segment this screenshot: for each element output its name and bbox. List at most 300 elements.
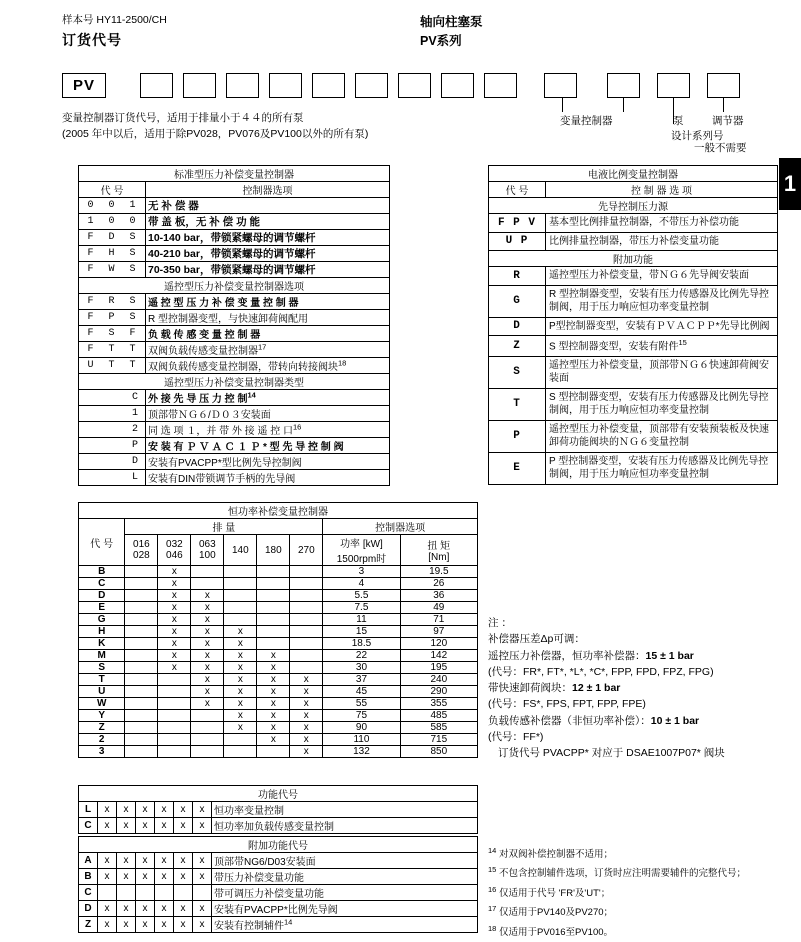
add-row-mark: x [155, 869, 174, 885]
notes-line-2-value: 15 ± 1 bar [645, 649, 694, 662]
code-box-5[interactable] [312, 73, 345, 98]
std-sub2-text: 同 选 项 １，并 带 外 接 遥 控 口$^{16}$ [146, 422, 390, 438]
std-sub1-text: 双阀负载传感变量控制器$^{17}$ [146, 342, 390, 358]
std-head-code: 代 号 [79, 182, 146, 198]
code-box-8[interactable] [441, 73, 474, 98]
add-title: 附加功能代号 [79, 837, 478, 853]
notes-line-6 [488, 713, 788, 729]
additional-function-table [78, 836, 478, 933]
add-row-text: 安装有PVACPP*比例先导阀 [212, 901, 478, 917]
power-row-code: 2 [79, 734, 125, 746]
std-row-text: 40-210 bar，带锁紧螺母的调节螺杆 [146, 246, 390, 262]
std-row-code: 0 0 1 [79, 198, 146, 214]
code-box-10[interactable] [544, 73, 577, 98]
ep-row-code: P [489, 420, 546, 452]
ep-row-text: 遥控型压力补偿变量，带ＮＧ６先导阀安装面 [546, 267, 778, 286]
power-disp-col: 180 [257, 535, 290, 566]
power-row-mark [290, 578, 323, 590]
code-box-11[interactable] [607, 73, 640, 98]
power-row-code: T [79, 674, 125, 686]
power-row-mark [125, 662, 158, 674]
power-row [79, 746, 478, 758]
label-pump: 泵 [673, 115, 684, 127]
connector-adjust [723, 98, 724, 112]
std-sub2-code: 1 [79, 406, 146, 422]
add-row [79, 917, 478, 933]
power-row-mark [257, 566, 290, 578]
notes-line-6-value: 10 ± 1 bar [650, 714, 700, 727]
func-row-mark: x [174, 802, 193, 818]
std-sub2-row [79, 438, 390, 454]
add-row-mark: x [117, 901, 136, 917]
power-row-kw: 30 [323, 662, 400, 674]
power-row-mark [158, 710, 191, 722]
add-row-mark: x [193, 917, 212, 933]
codebar-note-1: 变量控制器订货代号，适用于排量小于４４的所有泵 [62, 112, 304, 124]
ep-row-text: S 型控制器变型，安装有压力传感器及比例先导控制阀，用于压力响应恒功率变量控制 [546, 388, 778, 420]
ep-row-code: E [489, 452, 546, 484]
power-row-kw: 110 [323, 734, 400, 746]
std-sub1-text: 遥 控 型 压 力 补 偿 变 量 控 制 器 [146, 294, 390, 310]
add-row-code: Z [79, 917, 98, 933]
power-disp-col: 063 100 [191, 535, 224, 566]
power-row-nm: 585 [400, 722, 477, 734]
power-row-mark [191, 710, 224, 722]
code-box-12[interactable] [657, 73, 690, 98]
label-series: 设计系列号 [671, 130, 724, 142]
add-row-mark: x [117, 869, 136, 885]
power-row-mark: x [158, 614, 191, 626]
add-row-mark: x [98, 853, 117, 869]
std-row [79, 246, 390, 262]
power-row-code: W [79, 698, 125, 710]
connector-controller [562, 98, 563, 112]
power-row-mark: x [224, 710, 257, 722]
std-sub2-row [79, 390, 390, 406]
code-box-7[interactable] [398, 73, 431, 98]
ep-row-text: R 型控制器变型，安装有压力传感器及比例先导控制阀，用于压力响应恒功率变量控制 [546, 285, 778, 317]
std-sub1-text: R 型控制器变型，与快速卸荷阀配用 [146, 310, 390, 326]
code-box-1[interactable] [140, 73, 173, 98]
power-row-mark [125, 590, 158, 602]
power-row-mark [125, 650, 158, 662]
power-row-mark [290, 626, 323, 638]
power-row-kw: 11 [323, 614, 400, 626]
power-row-mark: x [257, 662, 290, 674]
power-row-mark [158, 686, 191, 698]
add-row-mark: x [117, 917, 136, 933]
add-row-mark [136, 885, 155, 901]
code-box-6[interactable] [355, 73, 388, 98]
power-row-mark: x [158, 602, 191, 614]
power-row [79, 566, 478, 578]
power-row-kw: 7.5 [323, 602, 400, 614]
power-row-mark: x [290, 734, 323, 746]
std-row-text: 70-350 bar，带锁紧螺母的调节螺杆 [146, 262, 390, 278]
func-row-mark: x [98, 818, 117, 834]
power-row-mark [290, 662, 323, 674]
std-row-text: 10-140 bar，带锁紧螺母的调节螺杆 [146, 230, 390, 246]
ep-row [489, 214, 778, 233]
power-head-displacement: 排 量 [125, 519, 323, 535]
notes-line-4-text: 带快速卸荷阀块： [488, 682, 572, 695]
std-sub2-row [79, 422, 390, 438]
power-row-mark [158, 722, 191, 734]
power-row-mark [290, 650, 323, 662]
page-title: 订货代号 [62, 32, 122, 48]
power-row-mark [224, 734, 257, 746]
std-row-code: F W S [79, 262, 146, 278]
power-row-mark: x [224, 626, 257, 638]
power-row-nm: 240 [400, 674, 477, 686]
power-row-kw: 45 [323, 686, 400, 698]
ep-row-code: Z [489, 336, 546, 357]
power-row-mark: x [257, 674, 290, 686]
func-row-text: 恒功率变量控制 [212, 802, 478, 818]
power-row [79, 734, 478, 746]
power-row-mark: x [224, 686, 257, 698]
notes-line-8: 订货代号 PVACPP* 对应于 DSAE1007P07* 阀块 [498, 747, 725, 760]
footnote-item: $^{14}$ 对双阀补偿控制器不适用； [488, 846, 613, 861]
ep-row-text: S 型控制器变型，安装有附件$^{15}$ [546, 336, 778, 357]
func-row-mark: x [193, 802, 212, 818]
add-row-mark [117, 885, 136, 901]
power-row [79, 674, 478, 686]
add-row-mark: x [136, 917, 155, 933]
power-row-nm: 120 [400, 638, 477, 650]
std-row [79, 198, 390, 214]
power-row-mark [257, 578, 290, 590]
footnotes-block [488, 845, 793, 942]
notes-line-2 [488, 648, 788, 664]
power-row-nm: 97 [400, 626, 477, 638]
power-row-mark: x [224, 722, 257, 734]
power-row-kw: 132 [323, 746, 400, 758]
power-row-code: Z [79, 722, 125, 734]
add-row-mark [193, 885, 212, 901]
notes-line-4 [488, 680, 788, 696]
std-sub2-code: P [79, 438, 146, 454]
std-sub1-text: 双阀负载传感变量控制器，带转向转接阀块$^{18}$ [146, 358, 390, 374]
func-title: 功能代号 [79, 786, 478, 802]
power-row-mark [224, 590, 257, 602]
std-row-text: 带 盖 板，无 补 偿 功 能 [146, 214, 390, 230]
std-sub1-row [79, 310, 390, 326]
std-sub1-code: F T T [79, 342, 146, 358]
power-row-mark [224, 578, 257, 590]
power-row [79, 614, 478, 626]
std-sub2-text: 外 接 先 导 压 力 控 制$^{14}$ [146, 390, 390, 406]
power-row [79, 686, 478, 698]
add-row-code: D [79, 901, 98, 917]
std-row-code: F D S [79, 230, 146, 246]
power-row-mark: x [290, 722, 323, 734]
power-row-mark: x [191, 698, 224, 710]
power-row-kw: 37 [323, 674, 400, 686]
power-row-nm: 850 [400, 746, 477, 758]
ep-row-code: S [489, 356, 546, 388]
std-row-code: 1 0 0 [79, 214, 146, 230]
add-row-mark: x [98, 901, 117, 917]
ep-row-text: 基本型比例排量控制器，不带压力补偿功能 [546, 214, 778, 233]
power-row [79, 722, 478, 734]
add-row-mark: x [98, 869, 117, 885]
add-row-mark [155, 885, 174, 901]
power-row-code: G [79, 614, 125, 626]
power-row-code: S [79, 662, 125, 674]
add-row-mark: x [98, 917, 117, 933]
add-row-mark: x [174, 901, 193, 917]
power-row-mark [191, 746, 224, 758]
power-row-mark [224, 566, 257, 578]
power-row-mark: x [191, 674, 224, 686]
power-row-mark [125, 638, 158, 650]
add-row-mark: x [136, 869, 155, 885]
power-row-mark: x [224, 698, 257, 710]
func-row-mark: x [117, 818, 136, 834]
ep-row [489, 317, 778, 336]
power-row-kw: 55 [323, 698, 400, 710]
codebar-note-2: (2005 年中以后，适用于除PV028，PV076及PV100以外的所有泵) [62, 128, 369, 140]
std-head-option: 控制器选项 [146, 182, 390, 198]
ep-row [489, 232, 778, 251]
power-row-kw: 22 [323, 650, 400, 662]
power-row-kw: 3 [323, 566, 400, 578]
code-box-2[interactable] [183, 73, 216, 98]
func-row-mark: x [117, 802, 136, 818]
label-controller: 变量控制器 [560, 115, 613, 127]
ep-row-text: 比例排量控制器，带压力补偿变量功能 [546, 232, 778, 251]
connector-pump [623, 98, 624, 112]
power-row-mark: x [224, 650, 257, 662]
func-row [79, 802, 478, 818]
code-box-4[interactable] [269, 73, 302, 98]
power-row-mark [290, 602, 323, 614]
func-row-mark: x [193, 818, 212, 834]
power-row-mark [224, 746, 257, 758]
ep-row-text: P型控制器变型，安装有ＰＶＡＣＰＰ*先导比例阀 [546, 317, 778, 336]
power-row-mark [125, 710, 158, 722]
func-row-mark: x [136, 802, 155, 818]
ep-row-code: G [489, 285, 546, 317]
power-row-code: Y [79, 710, 125, 722]
power-row-nm: 26 [400, 578, 477, 590]
power-row-nm: 71 [400, 614, 477, 626]
power-disp-col: 140 [224, 535, 257, 566]
sample-number: 样本号 HY11-2500/CH [62, 14, 167, 26]
power-row-mark: x [191, 650, 224, 662]
std-sub1-title: 遥控型压力补偿变量控制器选项 [79, 278, 390, 294]
ep-head-option: 控 制 器 选 项 [546, 182, 778, 198]
power-row-mark [191, 722, 224, 734]
std-sub1-code: F P S [79, 310, 146, 326]
notes-line-1: 补偿器压差Δp可调： [488, 633, 585, 646]
power-row-mark: x [224, 638, 257, 650]
power-row-nm: 19.5 [400, 566, 477, 578]
func-row [79, 818, 478, 834]
power-title: 恒功率补偿变量控制器 [79, 503, 478, 519]
power-row-kw: 75 [323, 710, 400, 722]
page-number-tab: 1 [779, 158, 801, 210]
std-sub1-row [79, 326, 390, 342]
std-row [79, 262, 390, 278]
power-disp-col: 032 046 [158, 535, 191, 566]
add-row-mark [98, 885, 117, 901]
func-row-text: 恒功率加负载传感变量控制 [212, 818, 478, 834]
add-row [79, 853, 478, 869]
power-row-mark [191, 734, 224, 746]
ep-group1-title: 先导控制压力源 [489, 198, 778, 214]
add-row-text: 顶部带NG6/D03安装面 [212, 853, 478, 869]
power-row-mark [257, 614, 290, 626]
func-row-code: L [79, 802, 98, 818]
add-row-code: C [79, 885, 98, 901]
power-row-mark [257, 602, 290, 614]
add-row-mark: x [155, 901, 174, 917]
notes-line-2-text: 遥控压力补偿器，恒功率补偿器： [488, 649, 646, 662]
add-row-mark: x [193, 901, 212, 917]
power-row-mark [158, 734, 191, 746]
std-sub2-title: 遥控型压力补偿变量控制器类型 [79, 374, 390, 390]
code-box-pv: PV [62, 73, 106, 98]
power-row-nm: 715 [400, 734, 477, 746]
power-row-mark [257, 626, 290, 638]
func-row-code: C [79, 818, 98, 834]
power-row-mark: x [290, 698, 323, 710]
power-row-mark [290, 566, 323, 578]
label-adjust: 调节器 [712, 115, 744, 127]
std-sub2-row [79, 454, 390, 470]
label-no-need: 一般不需要 [694, 142, 747, 154]
std-row-code: F H S [79, 246, 146, 262]
power-row [79, 650, 478, 662]
product-name: 轴向柱塞泵 [420, 15, 483, 29]
add-row-mark: x [155, 917, 174, 933]
add-row-mark: x [117, 853, 136, 869]
power-row-mark: x [158, 566, 191, 578]
power-row-mark: x [158, 662, 191, 674]
std-sub1-code: U T T [79, 358, 146, 374]
add-row-text: 带压力补偿变量功能 [212, 869, 478, 885]
ep-title: 电液比例变量控制器 [489, 166, 778, 182]
power-row-mark: x [257, 686, 290, 698]
power-row-mark: x [158, 626, 191, 638]
function-code-table [78, 785, 478, 834]
power-row-nm: 195 [400, 662, 477, 674]
power-disp-col: 016 028 [125, 535, 158, 566]
code-box-9[interactable] [484, 73, 517, 98]
add-row-mark: x [193, 853, 212, 869]
add-row-mark: x [174, 869, 193, 885]
ep-row-code: D [489, 317, 546, 336]
ep-row [489, 420, 778, 452]
power-row-mark [257, 590, 290, 602]
notes-line-6-text: 负载传感补偿器（非恒功率补偿）： [488, 714, 651, 727]
power-row-kw: 15 [323, 626, 400, 638]
power-row-mark: x [290, 746, 323, 758]
ep-row [489, 267, 778, 286]
power-row-code: K [79, 638, 125, 650]
power-compensator-table [78, 502, 478, 758]
add-row [79, 901, 478, 917]
footnote-item: $^{18}$ 仅适用于PV016至PV100。 [488, 923, 614, 938]
power-row-mark [191, 566, 224, 578]
power-row-kw: 4 [323, 578, 400, 590]
power-row-nm: 36 [400, 590, 477, 602]
ep-row-text: 遥控型压力补偿变量，顶部带有安装预装板及快速卸荷功能阀块的ＮＧ６变量控制 [546, 420, 778, 452]
power-row-mark: x [257, 710, 290, 722]
power-row-mark: x [191, 602, 224, 614]
code-box-13[interactable] [707, 73, 740, 98]
power-row-mark: x [158, 590, 191, 602]
func-row-mark: x [155, 818, 174, 834]
func-row-mark: x [136, 818, 155, 834]
add-row-mark [174, 885, 193, 901]
footnote-item: $^{17}$ 仅适用于PV140及PV270； [488, 904, 614, 919]
notes-line-7: (代号：FF*) [488, 730, 544, 743]
std-sub2-row [79, 406, 390, 422]
power-row-mark: x [191, 686, 224, 698]
std-sub2-code: 2 [79, 422, 146, 438]
code-box-3[interactable] [226, 73, 259, 98]
power-head-option: 控制器选项 [323, 519, 478, 535]
power-row-mark: x [191, 626, 224, 638]
add-row [79, 869, 478, 885]
power-row-mark [125, 566, 158, 578]
func-row-mark: x [155, 802, 174, 818]
power-row [79, 638, 478, 650]
power-row-mark [224, 602, 257, 614]
power-row-mark [125, 686, 158, 698]
power-row-mark: x [158, 650, 191, 662]
power-row [79, 590, 478, 602]
power-row [79, 578, 478, 590]
add-row-mark: x [174, 853, 193, 869]
ep-row-code: U P [489, 232, 546, 251]
std-sub1-code: F S F [79, 326, 146, 342]
ep-row [489, 388, 778, 420]
std-title: 标准型压力补偿变量控制器 [79, 166, 390, 182]
power-row-code: E [79, 602, 125, 614]
std-sub2-row [79, 470, 390, 486]
power-row-nm: 290 [400, 686, 477, 698]
std-sub2-code: C [79, 390, 146, 406]
power-row-kw: 18.5 [323, 638, 400, 650]
power-row-code: D [79, 590, 125, 602]
power-row-code: 3 [79, 746, 125, 758]
power-row-mark [125, 722, 158, 734]
power-row [79, 698, 478, 710]
std-sub1-text: 负 载 传 感 变 量 控 制 器 [146, 326, 390, 342]
notes-line-4-value: 12 ± 1 bar [572, 682, 621, 695]
power-row-code: M [79, 650, 125, 662]
power-row-mark: x [290, 710, 323, 722]
add-row-mark: x [136, 901, 155, 917]
power-row-nm: 49 [400, 602, 477, 614]
power-row-mark [125, 734, 158, 746]
power-row-mark: x [224, 662, 257, 674]
func-row-mark: x [98, 802, 117, 818]
power-row-mark [158, 698, 191, 710]
power-row-mark: x [191, 614, 224, 626]
add-row-mark: x [155, 853, 174, 869]
power-row-kw: 90 [323, 722, 400, 734]
power-row-mark [125, 614, 158, 626]
std-sub1-row [79, 294, 390, 310]
add-row-text: 带可调压力补偿变量功能 [212, 885, 478, 901]
power-row-mark: x [191, 662, 224, 674]
std-sub2-text: 安 装 有 Ｐ Ｖ Ａ Ｃ １ Ｐ * 型 先 导 控 制 阀 [146, 438, 390, 454]
